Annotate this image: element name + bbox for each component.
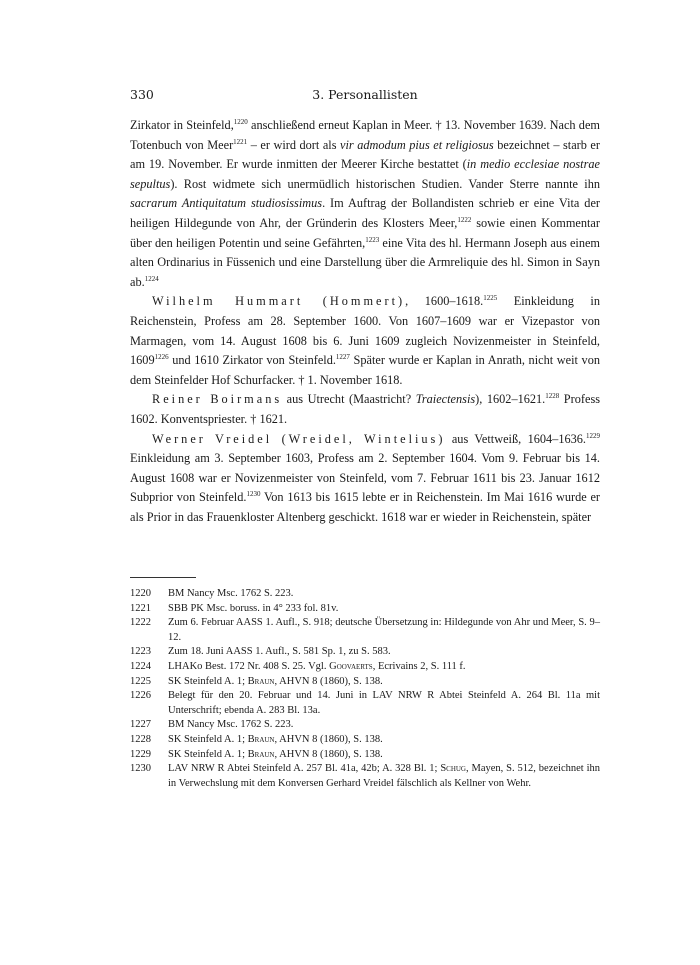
text-run: Zum 6. Februar AASS 1. Aufl., S. 918; deutsche Übersetzung in: Hildegunde von Ahr und Meer, S. 9–12. xyxy=(168,617,600,643)
footnote-ref: 1226 xyxy=(154,353,169,362)
text-run: Später wurde er Kaplan in Anrath, nicht weit von dem Steinfelder Hof Schurfacker. † 1. November 1618. xyxy=(130,353,600,387)
text-run: , 1600–1618. xyxy=(405,294,484,309)
footnote-ref: 1220 xyxy=(233,117,248,126)
text-run: Zum 18. Juni AASS 1. Aufl., S. 581 Sp. 1, zu S. 583. xyxy=(168,646,391,658)
footnote xyxy=(130,602,600,617)
text-run: LAV NRW R Abtei Steinfeld A. 257 Bl. 41a, 42b; A. 328 Bl. 1; xyxy=(168,763,441,775)
footnote-number: 1222 xyxy=(130,617,151,629)
footnote-separator xyxy=(130,577,196,578)
text-run: Zirkator in Steinfeld, xyxy=(130,118,234,132)
person-name: Werner Vreidel (Wreidel, Wintelius) xyxy=(152,431,446,446)
footnote-number: 1225 xyxy=(130,675,151,687)
footnote-ref: 1225 xyxy=(483,294,498,303)
text-run: , Mayen, S. 512, bezeichnet ihn in Verwechslung mit dem Konversen Gerhard Vreidel fälschlich als Kellner von Wehr. xyxy=(168,763,600,789)
text-run: , AHVN 8 (1860), S. 138. xyxy=(274,733,383,745)
footnote-number: 1227 xyxy=(130,719,151,731)
author-name: Braun xyxy=(247,733,275,745)
running-title: 3. Personallisten xyxy=(312,87,418,102)
paragraph xyxy=(130,116,600,292)
text-run: Einkleidung am 3. September 1603, Profess am 2. September 1604. Vom 9. Februar bis 14. August 1608 war er Novizenmeister von Steinfeld, vom 7. Februar 1611 bis 23. Januar 1612 Subprior von Steinfeld. xyxy=(130,451,600,505)
footnote-text xyxy=(168,718,600,733)
footnote-ref: 1230 xyxy=(246,490,261,499)
footnote xyxy=(130,587,600,602)
text-run: aus Vettweiß, 1604–1636. xyxy=(445,431,587,446)
text-run: ). Rost widmete sich unermüdlich historischen Studien. Vander Sterre nannte ihn xyxy=(170,176,600,191)
latin-phrase: Traiectensis xyxy=(415,392,476,407)
person-name: Reiner Boirmans xyxy=(152,392,283,407)
text-run: anschließend erneut Kaplan in Meer. † 13. November 1639. Nach dem Totenbuch von Meer xyxy=(130,118,600,152)
footnote-ref: 1221 xyxy=(233,137,248,146)
text-run: BM Nancy Msc. 1762 S. 223. xyxy=(168,719,294,731)
footnote-text xyxy=(168,733,600,748)
main-text xyxy=(130,116,600,527)
author-name: Braun xyxy=(247,748,275,760)
text-run: BM Nancy Msc. 1762 S. 223. xyxy=(168,588,294,599)
paragraph xyxy=(130,390,600,429)
latin-phrase: in medio ecclesiae nostrae sepultus xyxy=(130,157,600,191)
footnote xyxy=(130,645,600,660)
footnote-ref: 1222 xyxy=(457,215,472,224)
author-name: Goovaerts xyxy=(329,660,373,672)
footnote-text xyxy=(168,748,600,763)
footnotes xyxy=(130,587,600,791)
footnote-ref: 1224 xyxy=(144,274,159,283)
footnote-text xyxy=(168,675,600,690)
footnote-text xyxy=(168,762,600,791)
footnote xyxy=(130,675,600,690)
text-run: Belegt für den 20. Februar und 14. Juni in LAV NRW R Abtei Steinfeld A. 264 Bl. 11a mit Unterschrift; ebenda A. 283 Bl. 13a. xyxy=(168,690,600,716)
paragraph xyxy=(130,292,600,390)
text-run: . Im Auftrag der Bollandisten schrieb er eine Vita der heiligen Hildegunde von Ahr, der Gründerin des Klosters Meer, xyxy=(130,196,600,230)
footnote xyxy=(130,762,600,791)
footnote xyxy=(130,733,600,748)
text-run: ), 1602–1621. xyxy=(475,392,546,407)
text-run: Von 1613 bis 1615 lebte er in Reichenstein. Im Mai 1616 wurde er als Prior in das Frauenkloster Altenberg geschickt. 1618 war er wieder in Reichenstein, später xyxy=(130,490,600,524)
footnote xyxy=(130,616,600,645)
author-name: Braun xyxy=(247,675,275,687)
text-run: – er wird dort als xyxy=(247,137,341,152)
footnote xyxy=(130,718,600,733)
page-header xyxy=(130,87,600,107)
author-name: Schug xyxy=(440,763,466,775)
text-run: Profess 1602. Konventspriester. † 1621. xyxy=(130,392,601,426)
footnote xyxy=(130,689,600,718)
text-run: aus Utrecht (Maastricht? xyxy=(282,392,416,407)
footnote-number: 1229 xyxy=(130,748,151,760)
text-run: LHAKo Best. 172 Nr. 408 S. 25. Vgl. xyxy=(168,660,330,672)
footnote-ref: 1229 xyxy=(586,431,601,440)
footnote-number: 1220 xyxy=(130,588,151,599)
text-run: und 1610 Zirkator von Steinfeld. xyxy=(168,353,336,368)
latin-phrase: sacrarum Antiquitatum studiosissimus xyxy=(130,196,323,211)
text-run: SBB PK Msc. boruss. in 4° 233 fol. 81v. xyxy=(168,602,339,614)
footnote-number: 1221 xyxy=(130,602,151,614)
footnote-ref: 1227 xyxy=(335,353,350,362)
person-name: Wilhelm Hummart (Hommert) xyxy=(152,294,406,309)
text-run: , Ecrivains 2, S. 111 f. xyxy=(372,660,466,672)
text-run: , AHVN 8 (1860), S. 138. xyxy=(274,675,383,687)
footnote-text xyxy=(168,660,600,675)
text-run: , AHVN 8 (1860), S. 138. xyxy=(274,748,383,760)
footnote-text xyxy=(168,616,600,645)
footnote-number: 1228 xyxy=(130,733,151,745)
text-run: SK Steinfeld A. 1; xyxy=(168,675,248,687)
footnote-number: 1224 xyxy=(130,660,151,672)
footnote-ref: 1223 xyxy=(365,235,380,244)
text-run: eine Vita des hl. Hermann Joseph aus einem alten Ordinarius in Füssenich und eine Darstellung über die Armreliquie des hl. Simon in Sayn ab. xyxy=(130,235,600,289)
footnote-ref: 1228 xyxy=(545,392,560,401)
text-run: SK Steinfeld A. 1; xyxy=(168,733,248,745)
text-run: sowie einen Kommentar über den heiligen Potentin und seine Gefährten, xyxy=(130,215,600,250)
text-run: Einkleidung in Reichenstein, Profess am 28. September 1600. Von 1607–1609 war er Vizepastor von Marmagen, vom 14. August 1608 bis 6. Juni 1609 zugleich Novizenmeister in Steinfeld, 1609 xyxy=(130,294,600,368)
footnote-number: 1226 xyxy=(130,690,151,702)
footnote xyxy=(130,748,600,763)
paragraph xyxy=(130,430,600,528)
footnote-text xyxy=(168,602,600,617)
footnote-text xyxy=(168,645,600,660)
footnote-number: 1223 xyxy=(130,646,151,658)
latin-phrase: vir admodum pius et religiosus xyxy=(340,137,494,152)
footnote-number: 1230 xyxy=(130,763,151,775)
text-run: SK Steinfeld A. 1; xyxy=(168,748,248,760)
text-run: bezeichnet – starb er am 19. November. Er wurde inmitten der Meerer Kirche bestattet ( xyxy=(130,137,600,172)
footnote-text xyxy=(168,689,600,718)
page-number: 330 xyxy=(130,87,154,102)
footnote-text xyxy=(168,587,600,602)
footnote xyxy=(130,660,600,675)
